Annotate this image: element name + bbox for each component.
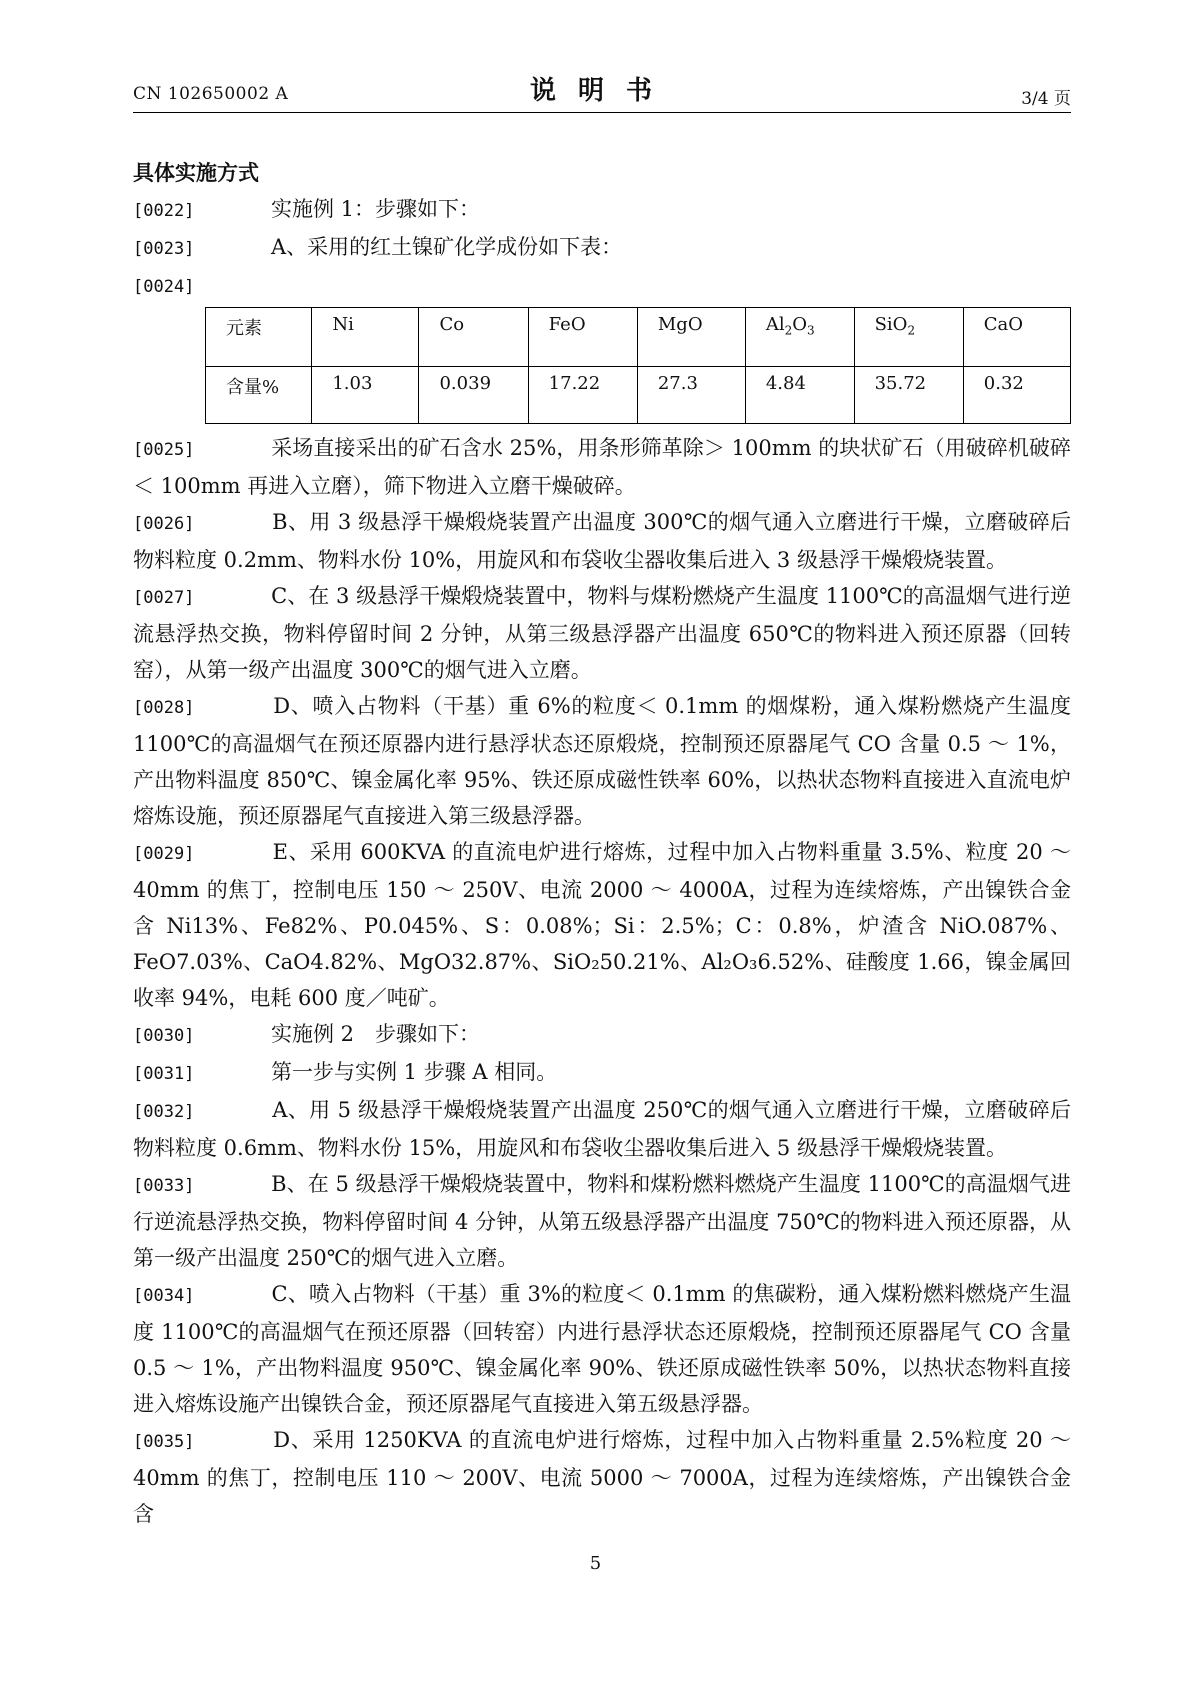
paragraph-number: [0034] (133, 1286, 195, 1306)
paragraph-text: 第一步与实例 1 步骤 A 相同。 (229, 1060, 558, 1084)
paragraph-text: D、采用 1250KVA 的直流电炉进行熔炼，过程中加入占物料重量 2.5%粒度 20 ～ 40mm 的焦丁，控制电压 110 ～ 200V、电流 5000 ～ 7000A，过程为连续熔炼，产出镍铁合金含 (133, 1428, 1071, 1526)
document-body (133, 155, 1071, 1532)
paragraph-number: [0026] (133, 514, 195, 534)
paragraph-text: A、用 5 级悬浮干燥煅烧装置产出温度 250℃的烟气通入立磨进行干燥，立磨破碎后物料粒度 0.6mm、物料水份 15%，用旋风和布袋收尘器收集后进入 5 级悬浮干燥煅烧装置。 (133, 1098, 1071, 1160)
paragraph-text: 采场直接采出的矿石含水 25%，用条形筛革除＞ 100mm 的块状矿石（用破碎机破碎＜ 100mm 再进入立磨），筛下物进入立磨干燥破碎。 (133, 436, 1071, 498)
paragraph-text: 实施例 2 步骤如下： (229, 1022, 481, 1046)
paragraph-0025 (133, 430, 1071, 504)
table-cell: $Al_2O_3$ (745, 308, 854, 367)
paragraph-text: E、采用 600KVA 的直流电炉进行熔炼，过程中加入占物料重量 3.5%、粒度 20 ～ 40mm 的焦丁，控制电压 150 ～ 250V、电流 2000 ～ 4000A，过程为连续熔炼，产出镍铁合金含 Ni13%、Fe82%、P0.045%、S：0.08%；Si：2.5%；C：0.8%，炉渣含 NiO.087%、FeO7.03%、CaO4.82%、MgO32.87%、SiO₂50.21%、Al₂O₃6.52%、硅酸度 1.66，镍金属回收率 94%，电耗 600 度／吨矿。 (133, 840, 1071, 1010)
paragraph-number: [0022] (133, 201, 195, 221)
paragraph-number: [0029] (133, 844, 195, 864)
paragraph-text: D、喷入占物料（干基）重 6%的粒度＜ 0.1mm 的烟煤粉，通入煤粉燃烧产生温度 1100℃的高温烟气在预还原器内进行悬浮状态还原煅烧，控制预还原器尾气 CO 含量 0.5 ～ 1%，产出物料温度 850℃、镍金属化率 95%、铁还原成磁性铁率 60%，以热状态物料直接进入直流电炉熔炼设施，预还原器尾气直接进入第三级悬浮器。 (133, 694, 1071, 828)
paragraph-0026 (133, 504, 1071, 578)
table-cell: 0.32 (963, 367, 1070, 424)
table-cell: 含量% (206, 367, 312, 424)
paragraph-number: [0023] (133, 239, 195, 259)
paragraph-number: [0033] (133, 1176, 195, 1196)
section-title: 具体实施方式 (133, 161, 259, 185)
paragraph-0028 (133, 688, 1071, 834)
table-header-row (206, 308, 1071, 367)
table-cell: MgO (637, 308, 745, 367)
table-cell: 35.72 (854, 367, 963, 424)
paragraph-0029 (133, 834, 1071, 1016)
paragraph-number: [0028] (133, 698, 195, 718)
table-cell: Co (419, 308, 528, 367)
table-cell: 元素 (206, 308, 312, 367)
paragraph-text: 实施例 1：步骤如下： (229, 197, 481, 221)
paragraph-0030 (133, 1016, 1071, 1054)
table-cell: Ni (312, 308, 419, 367)
composition-table (205, 307, 1071, 424)
table-cell: 0.039 (419, 367, 528, 424)
table-cell: 1.03 (312, 367, 419, 424)
paragraph-text: B、用 3 级悬浮干燥煅烧装置产出温度 300℃的烟气通入立磨进行干燥，立磨破碎后物料粒度 0.2mm、物料水份 10%，用旋风和布袋收尘器收集后进入 3 级悬浮干燥煅烧装置。 (133, 510, 1071, 572)
paragraph-text: C、喷入占物料（干基）重 3%的粒度＜ 0.1mm 的焦碳粉，通入煤粉燃料燃烧产生温度 1100℃的高温烟气在预还原器（回转窑）内进行悬浮状态还原煅烧，控制预还原器尾气 CO 含量 0.5 ～ 1%，产出物料温度 950℃、镍金属化率 90%、铁还原成磁性铁率 50%，以热状态物料直接进入熔炼设施产出镍铁合金，预还原器尾气直接进入第五级悬浮器。 (133, 1282, 1071, 1416)
paragraph-number: [0035] (133, 1432, 195, 1452)
table-cell: 17.22 (528, 367, 637, 424)
paragraph-0027 (133, 578, 1071, 688)
paragraph-0033 (133, 1166, 1071, 1276)
paragraph-0034 (133, 1276, 1071, 1422)
patent-number: CN 102650002 A (133, 84, 289, 104)
table-cell: 4.84 (745, 367, 854, 424)
page-number: 5 (589, 1553, 602, 1574)
paragraph-text: A、采用的红土镍矿化学成份如下表： (229, 235, 623, 259)
table-cell: CaO (963, 308, 1070, 367)
page-header (133, 70, 1071, 113)
page-indicator: 3/4 页 (1021, 89, 1071, 109)
table-row (206, 367, 1071, 424)
table-cell: SiO$_2$ (854, 308, 963, 367)
paragraph-0032 (133, 1092, 1071, 1166)
paragraph-number: [0032] (133, 1102, 195, 1122)
paragraph-0023 (133, 229, 1071, 267)
paragraph-number: [0024] (133, 277, 195, 297)
document-title: 说明书 (529, 76, 674, 106)
paragraph-text: C、在 3 级悬浮干燥煅烧装置中，物料与煤粉燃烧产生温度 1100℃的高温烟气进行逆流悬浮热交换，物料停留时间 2 分钟，从第三级悬浮器产出温度 650℃的物料进入预还原器（回转窑），从第一级产出温度 300℃的烟气进入立磨。 (133, 584, 1071, 682)
table-cell: FeO (528, 308, 637, 367)
paragraph-number: [0025] (133, 440, 195, 460)
paragraph-number: [0030] (133, 1026, 195, 1046)
paragraph-number: [0031] (133, 1064, 195, 1084)
paragraph-number: [0027] (133, 588, 195, 608)
paragraph-0031 (133, 1054, 1071, 1092)
paragraph-0035 (133, 1422, 1071, 1532)
table-cell: 27.3 (637, 367, 745, 424)
paragraph-text: B、在 5 级悬浮干燥煅烧装置中，物料和煤粉燃料燃烧产生温度 1100℃的高温烟气进行逆流悬浮热交换，物料停留时间 4 分钟，从第五级悬浮器产出温度 750℃的物料进入预还原器，从第一级产出温度 250℃的烟气进入立磨。 (133, 1172, 1071, 1270)
paragraph-0024 (133, 267, 1071, 305)
paragraph-0022 (133, 191, 1071, 229)
